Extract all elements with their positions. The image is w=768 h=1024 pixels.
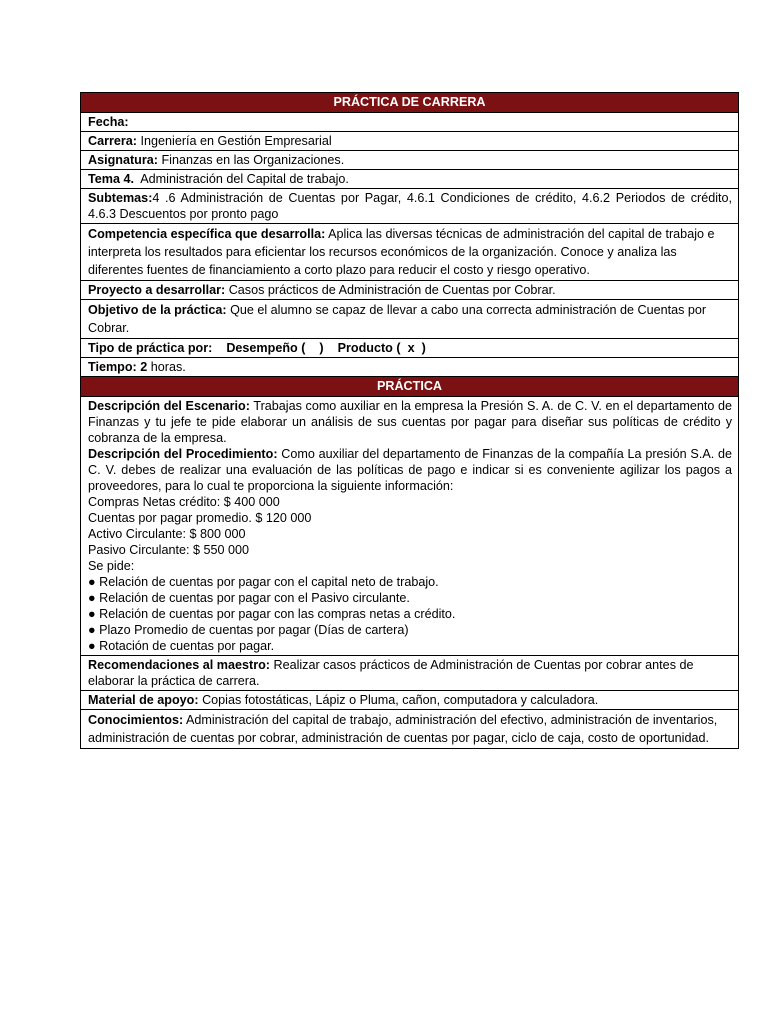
practica-title: PRÁCTICA <box>81 377 739 397</box>
tiempo-value: horas. <box>147 360 186 374</box>
material-label: Material de apoyo: <box>88 693 199 707</box>
procedimiento-value: Como auxiliar del departamento de Finanzas de la compañía La presión S.A. de C. V. debes de realizar una evaluación de las políticas de pago e indicar si es conveniente agilizar los pagos a proveedores, para lo cual te proporciona la siguiente información: <box>88 447 732 493</box>
info-line: Cuentas por pagar promedio. $ 120 000 <box>88 511 312 525</box>
tema-row <box>81 170 739 189</box>
escenario-paragraph <box>88 398 732 446</box>
tema-value: Administración del Capital de trabajo. <box>133 172 349 186</box>
tema-label: Tema 4. <box>88 172 134 186</box>
material-value: Copias fotostáticas, Lápiz o Pluma, cañon, computadora y calculadora. <box>198 693 599 707</box>
procedimiento-paragraph <box>88 446 732 494</box>
conocimientos-label: Conocimientos: <box>88 713 184 727</box>
tipo-label: Tipo de práctica por: <box>88 341 213 355</box>
asignatura-value: Finanzas en las Organizaciones. <box>157 153 345 167</box>
tipo-row <box>81 339 739 358</box>
escenario-value: Trabajas como auxiliar en la empresa la Presión S. A. de C. V. en el departamento de Finanzas y tu jefe te pide elaborar un análisis de sus cuentas por pagar para diseñar sus políticas de crédito y cobranza de la empresa. <box>88 399 732 445</box>
conocimientos-value: Administración del capital de trabajo, administración del efectivo, administración de inventarios, administración de cuentas por cobrar, administración de cuentas por pagar, ciclo de caja, costo de oportunidad. <box>88 713 718 745</box>
competencia-label: Competencia específica que desarrolla: <box>88 227 326 241</box>
proyecto-row <box>81 281 739 300</box>
fecha-label: Fecha: <box>88 115 129 129</box>
proyecto-value: Casos prácticos de Administración de Cuentas por Cobrar. <box>225 283 556 297</box>
carrera-row <box>81 132 739 151</box>
producto-option: Producto ( x ) <box>337 341 426 355</box>
material-row <box>81 691 739 710</box>
info-line: Se pide: <box>88 559 135 573</box>
competencia-value: Aplica las diversas técnicas de administración del capital de trabajo e interpreta los resultados para eficientar los recursos económicos de la organización. Conoce y analiza las diferentes fuentes de financiamiento a corto plazo para reducir el costo y riesgo operativo. <box>88 227 715 277</box>
info-line: Compras Netas crédito: $ 400 000 <box>88 495 280 509</box>
competencia-row <box>81 224 739 281</box>
tiempo-row <box>81 358 739 377</box>
practica-body <box>81 397 739 656</box>
list-item: ● Rotación de cuentas por pagar. <box>88 639 275 653</box>
objetivo-label: Objetivo de la práctica: <box>88 303 227 317</box>
escenario-label: Descripción del Escenario: <box>88 399 250 413</box>
recomendaciones-label: Recomendaciones al maestro: <box>88 658 270 672</box>
objetivo-row <box>81 300 739 339</box>
carrera-label: Carrera: <box>88 134 138 148</box>
asignatura-row <box>81 151 739 170</box>
desempeno-option: Desempeño ( ) <box>226 341 324 355</box>
objetivo-value: Que el alumno se capaz de llevar a cabo una correcta administración de Cuentas por Cobrar. <box>88 303 707 335</box>
carrera-value: Ingeniería en Gestión Empresarial <box>137 134 332 148</box>
recomendaciones-row <box>81 656 739 691</box>
asignatura-label: Asignatura: <box>88 153 158 167</box>
conocimientos-row <box>81 710 739 749</box>
subtemas-label: Subtemas: <box>88 191 153 205</box>
proyecto-label: Proyecto a desarrollar: <box>88 283 226 297</box>
list-item: ● Plazo Promedio de cuentas por pagar (Días de cartera) <box>88 623 409 637</box>
recomendaciones-value: Realizar casos prácticos de Administración de Cuentas por cobrar antes de elaborar la práctica de carrera. <box>88 658 694 688</box>
subtemas-value: 4 .6 Administración de Cuentas por Pagar, 4.6.1 Condiciones de crédito, 4.6.2 Periodos de crédito, 4.6.3 Descuentos por pronto pago <box>88 191 732 221</box>
list-item: ● Relación de cuentas por pagar con el capital neto de trabajo. <box>88 575 439 589</box>
list-item: ● Relación de cuentas por pagar con el Pasivo circulante. <box>88 591 410 605</box>
tiempo-label: Tiempo: 2 <box>88 360 148 374</box>
practice-form-table <box>80 92 739 749</box>
procedimiento-label: Descripción del Procedimiento: <box>88 447 278 461</box>
list-item: ● Relación de cuentas por pagar con las compras netas a crédito. <box>88 607 456 621</box>
subtemas-row <box>81 189 739 224</box>
form-title: PRÁCTICA DE CARRERA <box>81 93 739 113</box>
info-line: Pasivo Circulante: $ 550 000 <box>88 543 250 557</box>
info-line: Activo Circulante: $ 800 000 <box>88 527 246 541</box>
fecha-row <box>81 113 739 132</box>
